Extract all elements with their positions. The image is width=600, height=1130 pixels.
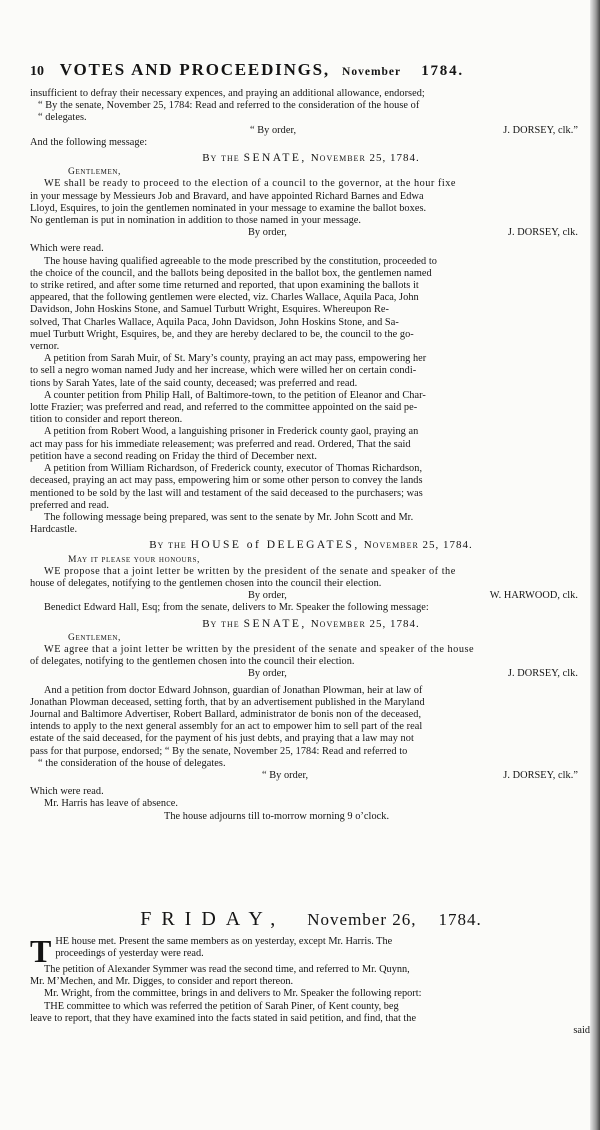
order-line (30, 227, 592, 239)
text-line: appeared, that the following gentlemen were elected, viz. Charles Wallace, Aquila Paca, John (30, 292, 419, 304)
text-line: vernor. (30, 341, 60, 353)
message-heading: By the SENATE, November 25, 1784. (202, 617, 420, 630)
text-line: Benedict Edward Hall, Esq; from the senate, delivers to Mr. Speaker the following message: (44, 602, 429, 614)
signature: J. DORSEY, clk.” (503, 769, 578, 781)
text-line: Jonathan Plowman deceased, setting forth, that by an advertisement published in the Maryland (30, 696, 425, 708)
text-line: Which were read. (30, 786, 104, 798)
message-heading: By the SENATE, November 25, 1784. (202, 152, 420, 165)
by-order: By order, (248, 668, 287, 680)
message-heading: By the HOUSE of DELEGATES, November 25, 1784. (149, 539, 473, 552)
text-line: Journal and Baltimore Advertiser, Robert Ballard, administrator de bonis non of the deceased, (30, 708, 422, 720)
text-line: insufficient to defray their necessary expences, and praying an additional allowance, endorsed; (30, 88, 425, 99)
drop-cap: T (30, 933, 52, 969)
text-line: pass for that purpose, endorsed; “ By the senate, November 25, 1784: Read and referred to (30, 745, 408, 757)
text-line: A petition from Sarah Muir, of St. Mary’s county, praying an act may pass, empowering her (44, 353, 427, 365)
header-month: November (342, 66, 402, 78)
order-line (30, 590, 592, 602)
text-line: “ By the senate, November 25, 1784: Read and referred to the consideration of the house of (38, 100, 420, 112)
text-line: petition have a second reading on Friday the third of December next. (30, 450, 318, 462)
text-line: And the following message: (30, 136, 148, 148)
text-line: No gentleman is put in nomination in addition to those named in your message. (30, 215, 362, 227)
text-line: Hardcastle. (30, 524, 78, 536)
text-line: proceedings of yesterday were read. (55, 948, 204, 960)
text-line: solved, That Charles Wallace, Aquila Paca, John Davidson, John Hoskins Stone, and Sa- (30, 316, 399, 328)
running-head (30, 60, 592, 84)
day-year: 1784. (438, 910, 482, 929)
text-line: to sell a negro woman named Judy and her increase, which were willed her on certain condi- (30, 365, 417, 377)
by-order: “ By order, (262, 769, 309, 781)
order-line (30, 668, 592, 680)
text-line: Mr. Harris has leave of absence. (44, 798, 178, 810)
friday-text (30, 933, 592, 1037)
order-line (30, 125, 592, 137)
text-line: Mr. Wright, from the committee, brings in and delivers to Mr. Speaker the following report: (44, 988, 422, 1000)
page-number: 10 (30, 64, 44, 79)
text-line: The house adjourns till to-morrow morning 9 o’clock. (164, 810, 390, 822)
text-line: Mr. M’Mechen, and Mr. Digges, to consider and report thereon. (30, 976, 294, 988)
day-date: November 26, (307, 910, 417, 929)
signature: J. DORSEY, clk. (507, 227, 578, 239)
signature: J. DORSEY, clk. (507, 668, 578, 680)
text-line: intends to apply to the next general assembly for an act to empower him to sell part of the real (30, 721, 423, 733)
text-line: Which were read. (30, 243, 104, 255)
header-year: 1784. (421, 63, 464, 79)
text-line: Lloyd, Esquires, to join the gentlemen nominated in your message to examine the ballot boxes. (30, 202, 427, 214)
by-order: “ By order, (250, 124, 297, 136)
catchword: said (573, 1025, 590, 1037)
text-line: And a petition from doctor Edward Johnson, guardian of Jonathan Plowman, heir at law of (44, 684, 423, 696)
text-line: A petition from Robert Wood, a languishing prisoner in Frederick county gaol, praying an (44, 426, 419, 438)
order-line (30, 770, 592, 782)
text-line: A petition from William Richardson, of Frederick county, executor of Thomas Richardson, (44, 463, 423, 475)
salutation: Gentlemen, (68, 632, 121, 643)
text-line: leave to report, that they have examined into the facts stated in said petition, and find, that the (30, 1012, 417, 1024)
text-line: of delegates, notifying to the gentlemen chosen into the council their election. (30, 656, 355, 668)
page-title: VOTES AND PROCEEDINGS, (59, 60, 330, 79)
text-line: house of delegates, notifying to the gentlemen chosen into the council their election. (30, 577, 382, 589)
text-line: “ the consideration of the house of delegates. (38, 757, 226, 769)
text-line: to strike retired, and after some time returned and reported, that upon examining the ballots it (30, 280, 419, 292)
day-name: FRIDAY, (140, 908, 286, 930)
salutation: Gentlemen, (68, 167, 121, 178)
text-line: A counter petition from Philip Hall, of Baltimore-town, to the petition of Eleanor and Char- (44, 389, 426, 401)
text-line: in your message by Messieurs Job and Bravard, and have appointed Richard Barnes and Edwa (30, 190, 424, 202)
text-line: The following message being prepared, was sent to the senate by Mr. John Scott and Mr. (44, 511, 414, 523)
signature: J. DORSEY, clk.” (503, 124, 578, 136)
text-line: THE committee to which was referred the petition of Sarah Piner, of Kent county, beg (44, 1000, 399, 1012)
text-line: preferred and read. (30, 499, 109, 511)
text-line: The petition of Alexander Symmer was read the second time, and referred to Mr. Quynn, (44, 964, 410, 975)
text-line: muel Turbutt Wright, Esquires, be, and they are hereby declared to be, the council to the go- (30, 328, 414, 340)
text-line: HE house met. Present the same members as on yesterday, except Mr. Harris. The (55, 936, 393, 947)
day-heading (30, 908, 592, 931)
text-line: WE propose that a joint letter be written by the president of the senate and speaker of the (44, 565, 456, 577)
text-line: tions by Sarah Yates, late of the said county, deceased; was preferred and read. (30, 377, 358, 389)
text-line: tition to consider and report thereon. (30, 414, 183, 426)
text-line: WE shall be ready to proceed to the election of a council to the governor, at the hour fixe (44, 178, 456, 190)
text-line: “ delegates. (38, 112, 87, 124)
text-line: mentioned to be sold by the last will and testament of the said deceased to the purchasers; was (30, 487, 423, 499)
text-line: WE agree that a joint letter be written by the president of the senate and speaker of the house (44, 643, 475, 655)
text-line: lotte Frazier; was preferred and read, and referred to the committee appointed on the said pe- (30, 402, 418, 414)
text-line: estate of the said deceased, for the payment of his just debts, and praying that a law may not (30, 733, 414, 745)
by-order: By order, (248, 227, 287, 239)
text-line: the choice of the council, and the ballots being deposited in the ballot box, the gentlemen named (30, 267, 432, 279)
signature: W. HARWOOD, clk. (489, 590, 578, 602)
by-order: By order, (248, 590, 287, 602)
text-line: act may pass for his immediate releasement; was preferred and read. Ordered, That the said (30, 438, 411, 450)
text-line: deceased, praying an act may pass, empowering him or some other person to convey the lands (30, 475, 423, 487)
salutation: May it please your honours, (68, 554, 200, 565)
text-line: The house having qualified agreeable to the mode prescribed by the constitution, proceeded to (44, 255, 437, 267)
main-text (30, 88, 592, 823)
text-line: Davidson, John Hoskins Stone, and Samuel Turbutt Wright, Esquires. Whereupon Re- (30, 304, 389, 316)
